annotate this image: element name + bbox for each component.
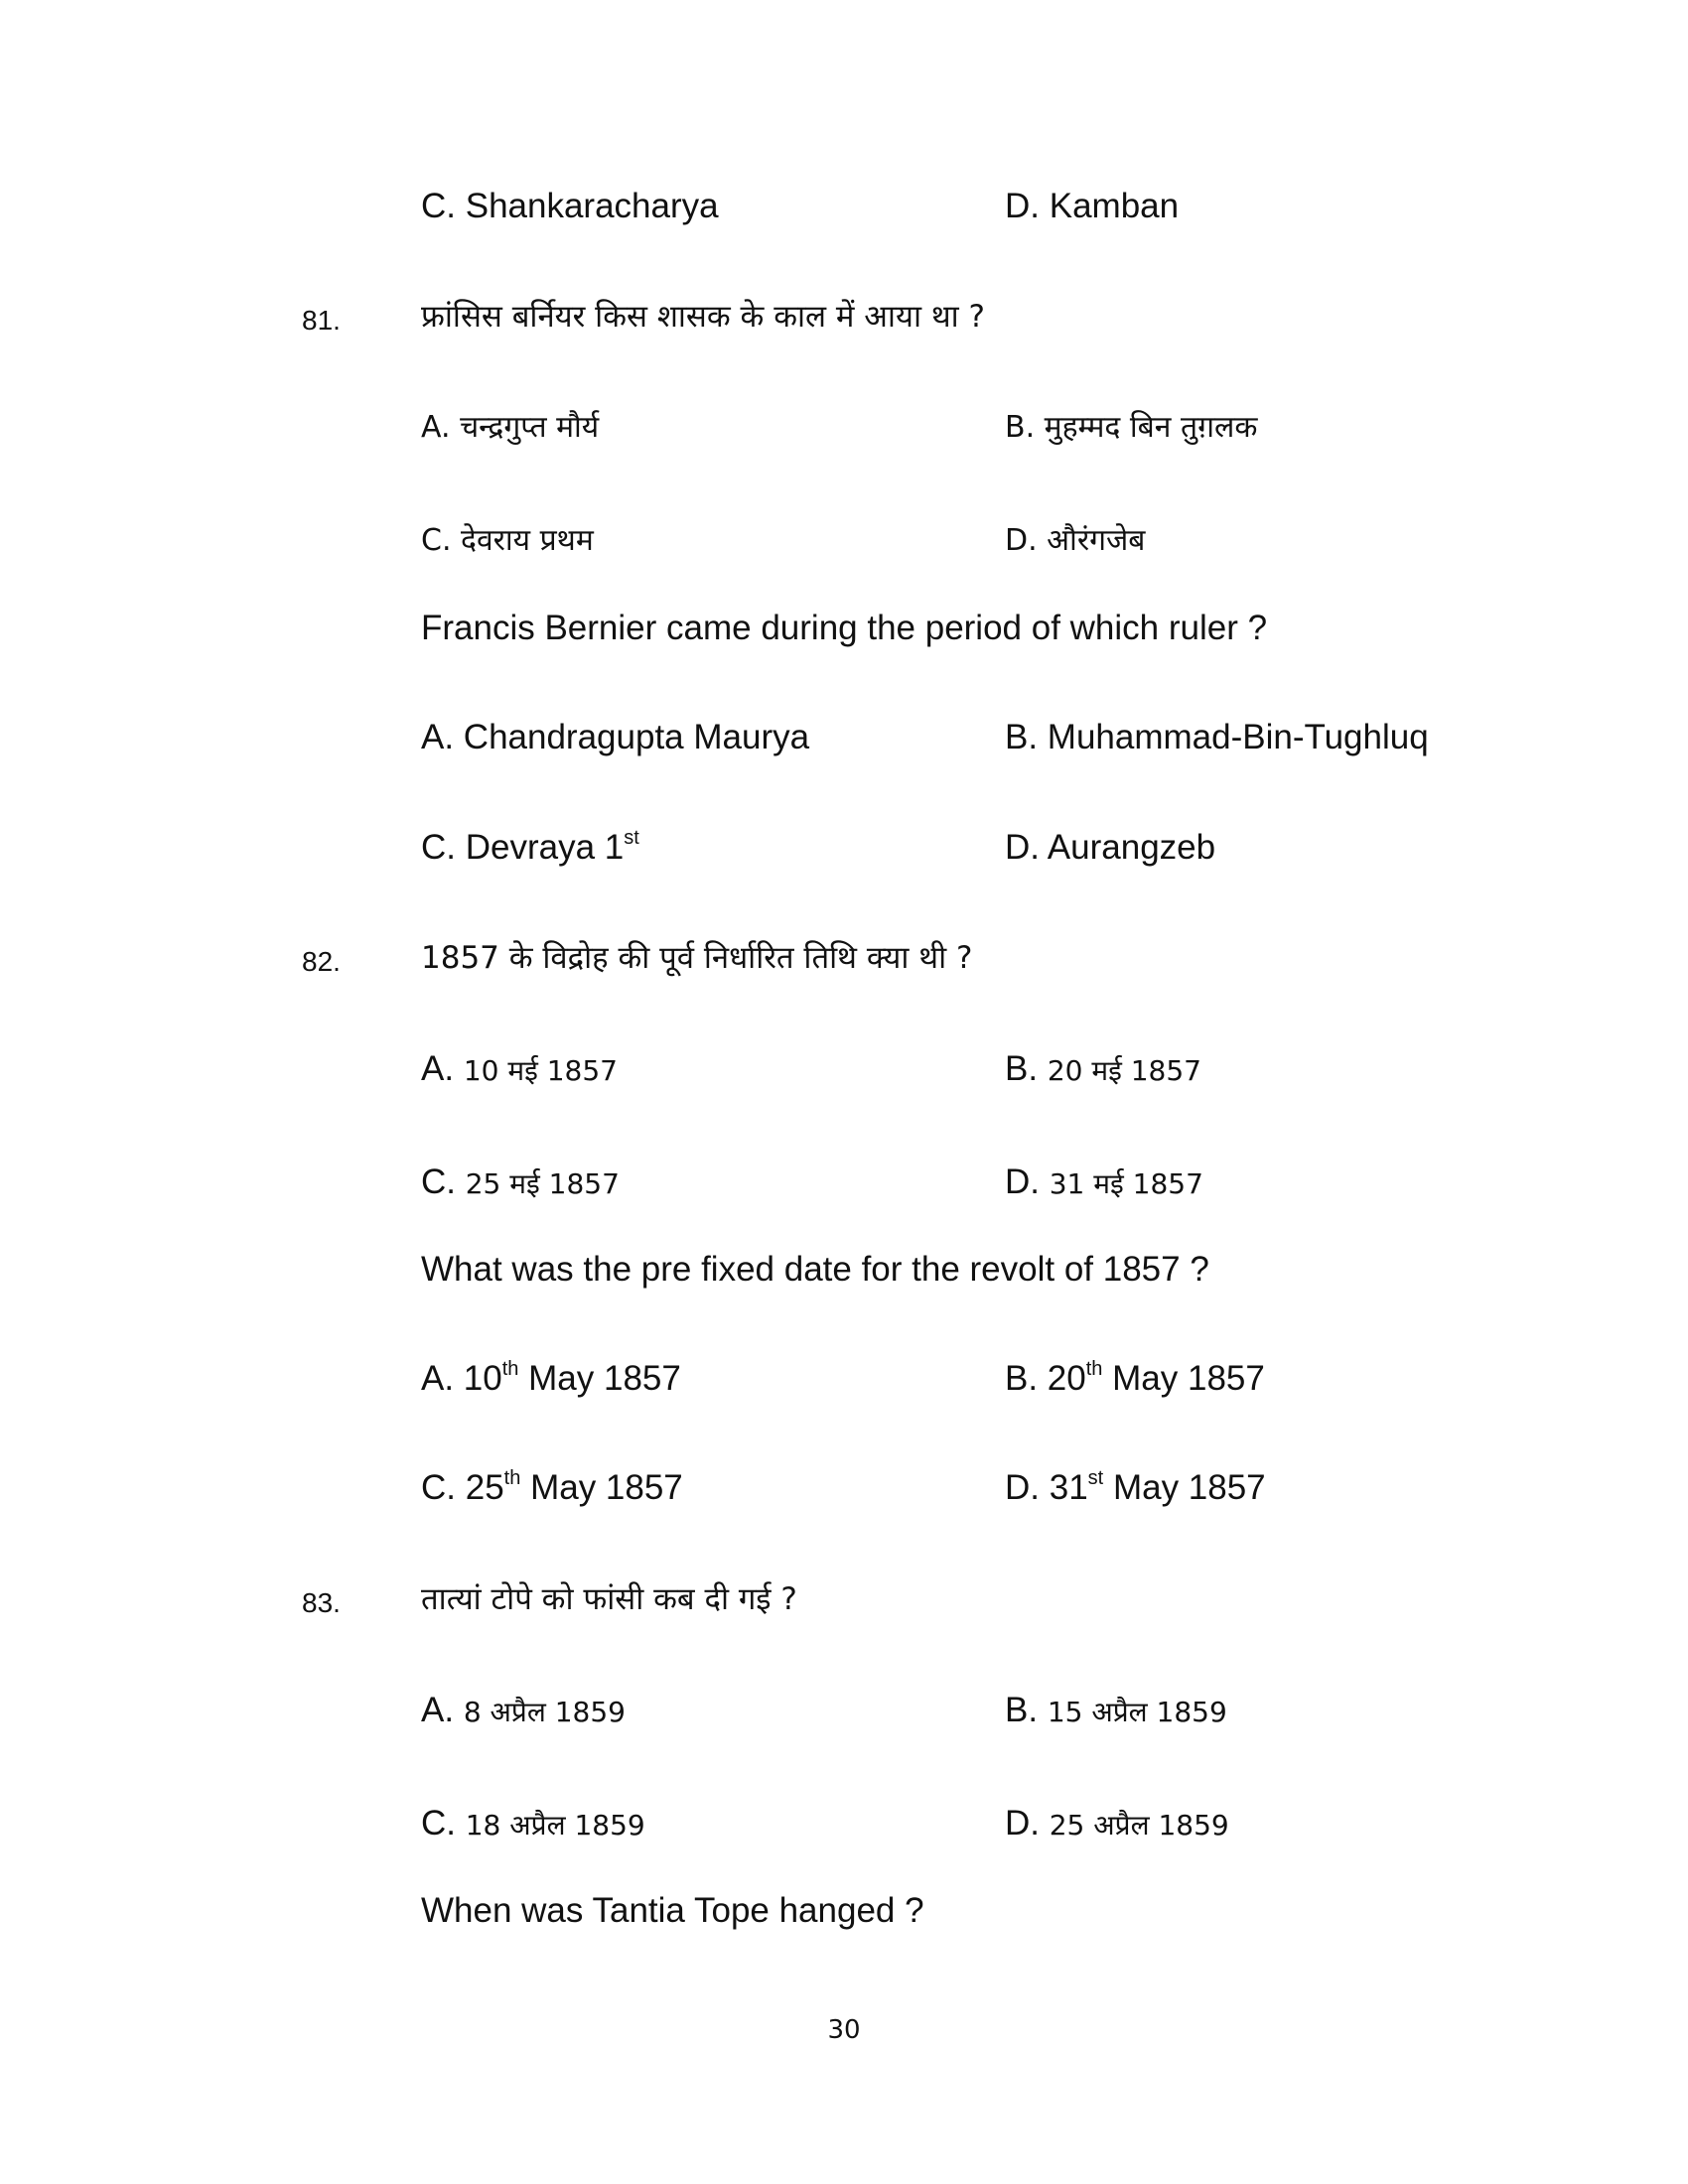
- q82-english-option-c: [421, 1467, 683, 1509]
- q82-hindi-option-c-letter: C.: [421, 1162, 456, 1201]
- q80-option-c: C. Shankaracharya: [421, 187, 719, 225]
- q82-en-d-pre: D. 31: [1005, 1468, 1088, 1507]
- q82-number: 82.: [302, 946, 341, 977]
- q82-en-c-post: May 1857: [520, 1468, 683, 1507]
- q82-en-b-post: May 1857: [1102, 1359, 1265, 1398]
- q81-english-option-a: A. Chandragupta Maurya: [421, 718, 810, 756]
- q82-hindi-question: 1857 के विद्रोह की पूर्व निर्धारित तिथि क्या थी ?: [421, 940, 973, 976]
- q81-english-option-c-sup: st: [624, 827, 639, 850]
- q81-hindi-question: फ्रांसिस बर्नियर किस शासक के काल में आया था ?: [421, 299, 985, 335]
- q82-hindi-option-a-text: 10 मई 1857: [463, 1054, 618, 1087]
- q81-english-option-c-text: C. Devraya 1: [421, 828, 625, 867]
- q83-hindi-option-b-text: 15 अप्रैल 1859: [1047, 1696, 1227, 1728]
- q80-option-d: D. Kamban: [1005, 187, 1180, 225]
- q83-hindi-option-c: [421, 1803, 645, 1846]
- q82-en-c-pre: C. 25: [421, 1468, 504, 1507]
- q83-hindi-option-b-letter: B.: [1005, 1691, 1039, 1729]
- q82-hindi-option-c: [421, 1161, 620, 1205]
- q83-hindi-option-d-letter: D.: [1005, 1804, 1040, 1843]
- q82-english-option-b: [1005, 1358, 1265, 1400]
- q81-hindi-option-c: C. देवराय प्रथम: [421, 523, 594, 558]
- q83-hindi-option-b: [1005, 1690, 1227, 1733]
- q83-hindi-option-c-letter: C.: [421, 1804, 456, 1843]
- q81-english-option-d: D. Aurangzeb: [1005, 828, 1216, 867]
- q82-en-b-pre: B. 20: [1005, 1359, 1086, 1398]
- q82-en-a-pre: A. 10: [421, 1359, 502, 1398]
- q83-english-question: When was Tantia Tope hanged ?: [421, 1891, 924, 1930]
- q83-hindi-option-d-text: 25 अप्रैल 1859: [1049, 1809, 1229, 1842]
- q83-hindi-question: तात्यां टोपे को फांसी कब दी गई ?: [421, 1581, 797, 1617]
- q82-en-d-post: May 1857: [1103, 1468, 1266, 1507]
- q82-hindi-option-b-letter: B.: [1005, 1049, 1039, 1088]
- q82-en-a-sup: th: [501, 1358, 519, 1381]
- q83-hindi-option-c-text: 18 अप्रैल 1859: [465, 1809, 645, 1842]
- page-number: 30: [827, 2015, 861, 2045]
- q82-english-option-d: [1005, 1467, 1266, 1509]
- q81-hindi-option-b: B. मुहम्मद बिन तुग़लक: [1005, 410, 1258, 445]
- q82-english-option-a: [421, 1358, 681, 1400]
- q83-hindi-option-d: [1005, 1803, 1229, 1846]
- q81-number: 81.: [302, 305, 341, 336]
- q82-english-question: What was the pre fixed date for the revolt of 1857 ?: [421, 1250, 1209, 1289]
- q82-hindi-option-c-text: 25 मई 1857: [465, 1167, 620, 1200]
- q82-hindi-option-a-letter: A.: [421, 1049, 455, 1088]
- q82-en-d-sup: st: [1087, 1467, 1104, 1490]
- q83-hindi-option-a: [421, 1690, 626, 1733]
- q83-number: 83.: [302, 1587, 341, 1618]
- q82-en-a-post: May 1857: [518, 1359, 681, 1398]
- q82-hindi-option-b: [1005, 1048, 1201, 1092]
- q81-english-option-b: B. Muhammad-Bin-Tughluq: [1005, 718, 1429, 756]
- q82-en-b-sup: th: [1085, 1358, 1103, 1381]
- q81-english-question: Francis Bernier came during the period of which ruler ?: [421, 609, 1268, 647]
- q81-hindi-option-a: A. चन्द्रगुप्त मौर्य: [421, 410, 600, 445]
- q82-hindi-option-a: [421, 1048, 618, 1092]
- q82-hindi-option-d-letter: D.: [1005, 1162, 1040, 1201]
- q81-hindi-option-d: D. औरंगजेब: [1005, 523, 1146, 558]
- q82-hindi-option-d: [1005, 1161, 1203, 1205]
- q82-en-c-sup: th: [503, 1467, 521, 1490]
- q82-hindi-option-b-text: 20 मई 1857: [1047, 1054, 1201, 1087]
- q82-hindi-option-d-text: 31 मई 1857: [1049, 1167, 1203, 1200]
- q83-hindi-option-a-text: 8 अप्रैल 1859: [463, 1696, 626, 1728]
- q81-english-option-c: [421, 827, 639, 869]
- q83-hindi-option-a-letter: A.: [421, 1691, 455, 1729]
